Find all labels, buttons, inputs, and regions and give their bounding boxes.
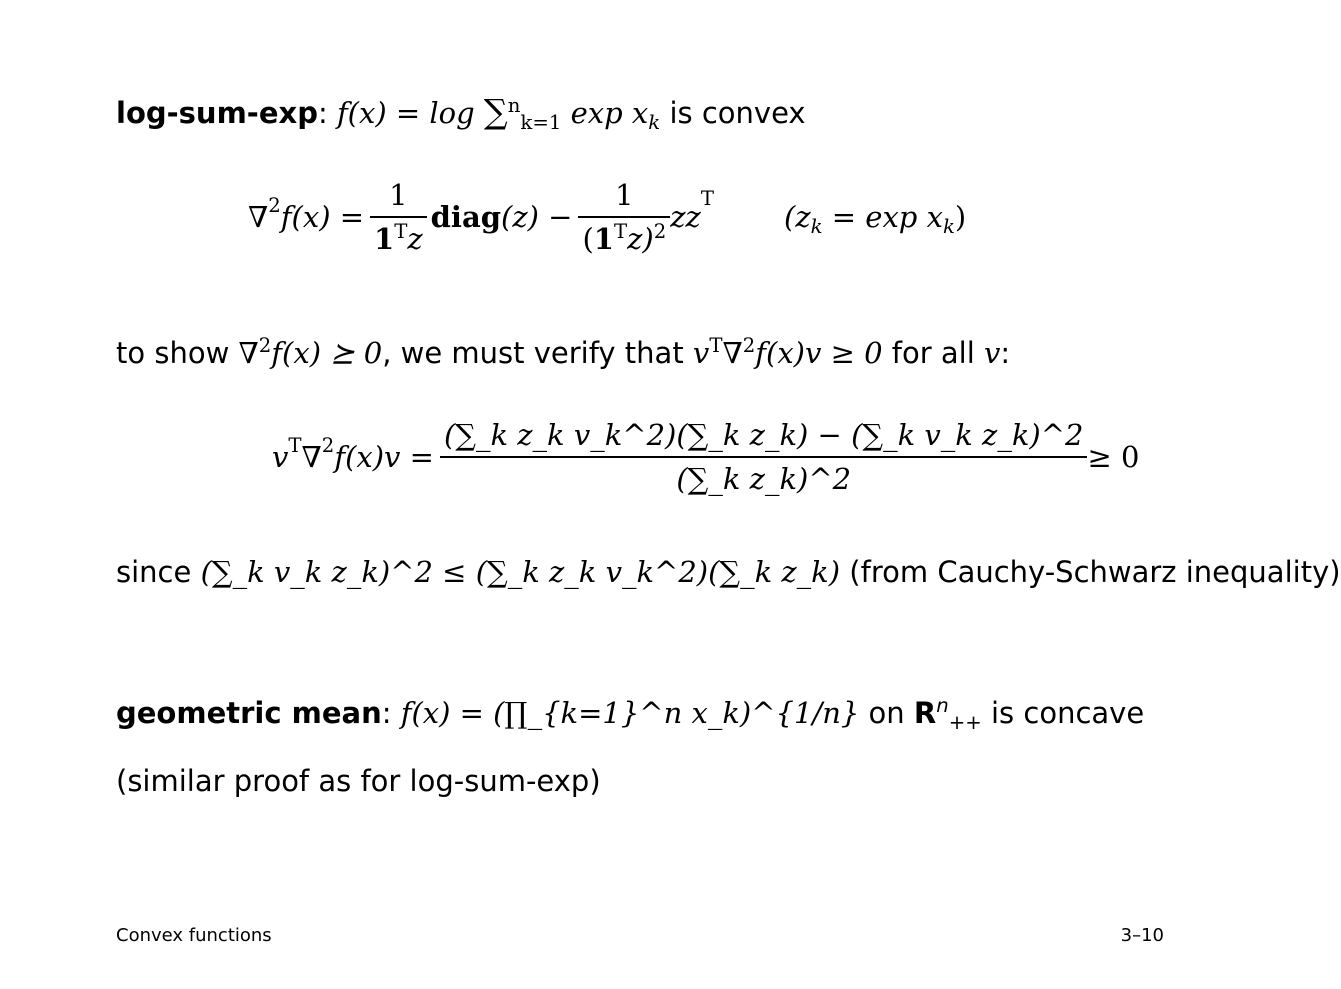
- text: since: [116, 555, 201, 589]
- geometric-mean-statement: [116, 694, 1145, 734]
- numerator: (∑_k z_k v_k^2)(∑_k z_k) − (∑_k v_k z_k)^2: [443, 418, 1084, 452]
- sum-lower: k=1: [520, 110, 562, 134]
- numerator: 1: [389, 178, 408, 212]
- note-part: (z: [784, 200, 811, 234]
- term-log-sum-exp: log-sum-exp: [116, 96, 318, 130]
- colon: :: [317, 96, 328, 130]
- formula-part: exp x: [561, 96, 649, 130]
- z-paren: z): [627, 222, 654, 256]
- note-part: = exp x: [822, 200, 943, 234]
- hessian-equation: ∇ $^2$ f(x) = $\frac{1}{1^Tz}$ diag (z) − $\frac{1}{(1^Tz)^2}$ zz $^T$ $(z_k = \exp x_k)$: [248, 178, 967, 256]
- subscript: ++: [948, 710, 982, 734]
- text: , we must verify that: [382, 336, 693, 370]
- psd-condition: f(x) ⪰ 0: [271, 336, 383, 370]
- quadratic-form-equation: v $^T$ ∇ $^2$ f(x)v = $\frac{\text{(∑\_k z\_k v\_k\textasciicircum{}2)(∑\_k z\_k) − (∑\_k v\_k z\_k)\textasciicircum{}2}}{\text{(∑\_k z\_k)\textasciicircum{}2}}$ ≥ 0: [272, 418, 1140, 496]
- log-sum-exp-statement: [116, 92, 806, 134]
- paren: (: [582, 222, 594, 256]
- superscript: T: [394, 220, 408, 244]
- ones-vector: 1: [593, 222, 614, 256]
- nabla: ∇: [248, 200, 269, 234]
- lhs: f(x)v =: [334, 440, 434, 474]
- denominator: [578, 216, 670, 256]
- superscript: 2: [742, 334, 756, 358]
- colon: :: [1000, 336, 1011, 370]
- diag-arg: (z) −: [501, 200, 573, 234]
- note-part: ): [954, 200, 967, 234]
- quadratic-form: f(x)v ≥ 0: [755, 336, 883, 370]
- cauchy-fraction: [440, 418, 1088, 496]
- z: z: [407, 222, 423, 256]
- geometric-mean-formula: f(x) = (∏_{k=1}^n x_k)^{1/n}: [400, 696, 860, 730]
- sum-symbol: ∑: [483, 92, 508, 131]
- text: (from Cauchy-Schwarz inequality): [840, 555, 1341, 589]
- z-definition-note: [784, 200, 967, 238]
- denominator: [370, 216, 427, 256]
- page-number: 3–10: [1120, 925, 1164, 946]
- cauchy-schwarz-statement: [116, 555, 1341, 589]
- subscript: k: [648, 110, 661, 134]
- text: for all: [882, 336, 984, 370]
- text: on: [859, 696, 914, 730]
- sum-upper: n: [507, 94, 521, 118]
- numerator: 1: [615, 178, 634, 212]
- nonneg: ≥ 0: [1087, 440, 1140, 474]
- term-geometric-mean: geometric mean: [116, 696, 382, 730]
- footer-title: Convex functions: [116, 925, 272, 946]
- denominator: (∑_k z_k)^2: [440, 456, 1088, 496]
- ones-vector: 1: [374, 222, 395, 256]
- is-concave-text: is concave: [981, 696, 1145, 730]
- is-convex-text: is convex: [669, 96, 806, 130]
- inequality: (∑_k v_k z_k)^2 ≤ (∑_k z_k v_k^2)(∑_k z_k): [200, 555, 841, 589]
- nabla: ∇: [301, 440, 322, 474]
- nabla: ∇: [722, 336, 743, 370]
- superscript: n: [936, 694, 949, 718]
- reals: R: [913, 696, 937, 730]
- fraction-1-over-1Tz: [370, 178, 427, 256]
- superscript: T: [709, 334, 723, 358]
- text: to show: [116, 336, 239, 370]
- similar-proof-note: (similar proof as for log-sum-exp): [116, 764, 601, 798]
- v: v: [983, 336, 1001, 370]
- nabla: ∇: [238, 336, 259, 370]
- verify-statement: [116, 336, 1010, 370]
- superscript: 2: [258, 334, 272, 358]
- lhs: f(x) =: [280, 200, 365, 234]
- subscript: k: [942, 214, 955, 238]
- colon: :: [381, 696, 392, 730]
- v: v: [692, 336, 710, 370]
- diag-operator: diag: [430, 200, 502, 234]
- logsumexp-formula: [336, 92, 670, 134]
- subscript: k: [810, 214, 823, 238]
- fraction-1-over-1Tz-squared: [578, 178, 670, 256]
- superscript: T: [613, 220, 628, 244]
- zzT: zz: [670, 200, 701, 234]
- superscript: 2: [653, 220, 667, 244]
- formula-part: f(x) = log: [336, 96, 484, 130]
- v: v: [272, 440, 289, 474]
